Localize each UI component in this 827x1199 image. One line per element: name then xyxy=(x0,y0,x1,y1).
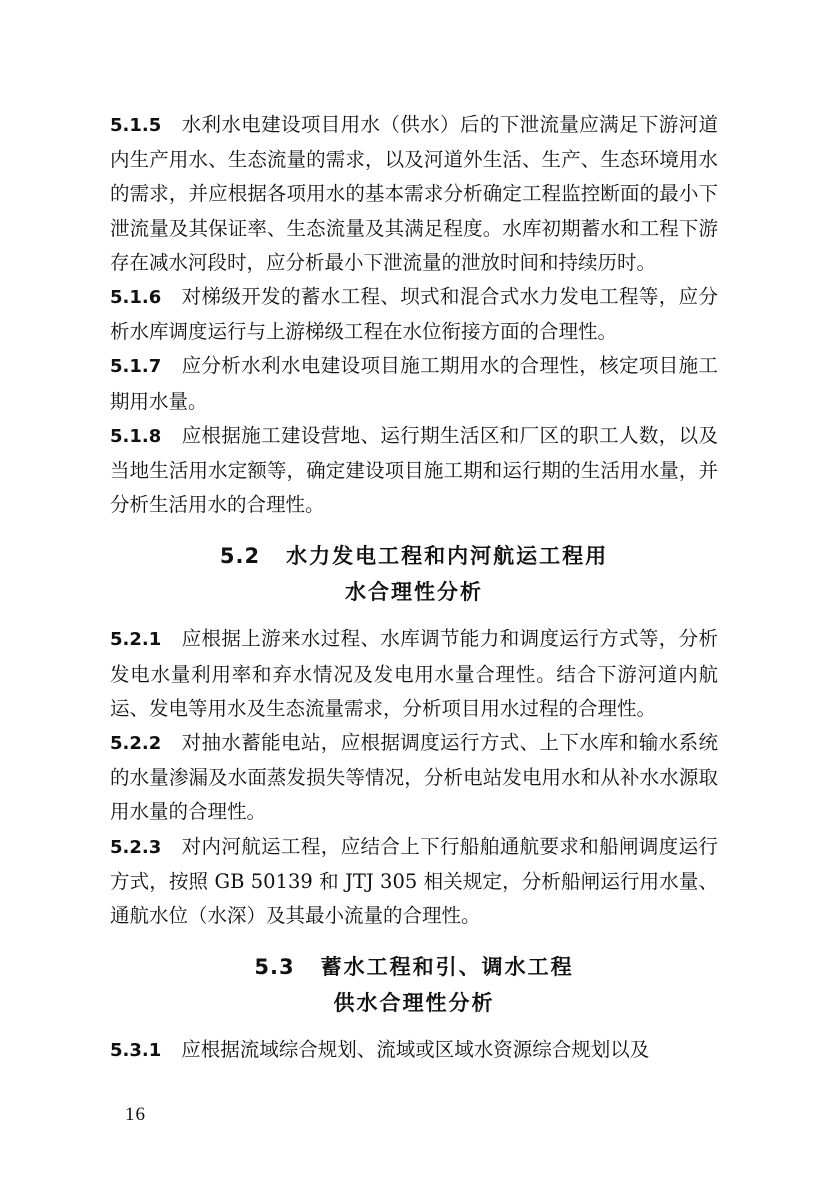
page-number: 16 xyxy=(125,1104,146,1125)
clause-text: 应分析水利水电建设项目施工期用水的合理性，核定项目施工期用水量。 xyxy=(110,354,718,413)
clause-number: 5.2.2 xyxy=(110,733,162,755)
section-heading-5-3-line2 xyxy=(110,985,718,1021)
section-title-line1: 蓄水工程和引、调水工程 xyxy=(320,955,574,980)
clause-5-1-6 xyxy=(110,280,718,349)
page-body xyxy=(110,108,718,1068)
clause-5-2-1 xyxy=(110,622,718,726)
section-number: 5.3 xyxy=(254,955,295,980)
clause-5-2-2 xyxy=(110,726,718,830)
clause-5-2-3 xyxy=(110,830,718,934)
section-heading-5-2 xyxy=(110,538,718,574)
section-title-line2: 水合理性分析 xyxy=(345,580,483,605)
clause-text: 对梯级开发的蓄水工程、坝式和混合式水力发电工程等，应分析水库调度运行与上游梯级工程在水位衔接方面的合理性。 xyxy=(110,285,718,344)
clause-5-1-8 xyxy=(110,419,718,523)
clause-number: 5.2.1 xyxy=(110,629,162,651)
clause-text: 对抽水蓄能电站，应根据调度运行方式、上下水库和输水系统的水量渗漏及水面蒸发损失等情况，分析电站发电用水和从补水水源取用水量的合理性。 xyxy=(110,731,718,824)
clause-5-1-5 xyxy=(110,108,718,280)
clause-text: 应根据流域综合规划、流域或区域水资源综合规划以及 xyxy=(181,1038,650,1062)
clause-number: 5.1.5 xyxy=(110,115,162,136)
clause-number: 5.1.7 xyxy=(110,356,162,378)
section-title-line2: 供水合理性分析 xyxy=(333,991,495,1016)
clause-number: 5.3.1 xyxy=(110,1040,162,1062)
section-title-line1: 水力发电工程和内河航运工程用 xyxy=(286,544,609,569)
clause-text: 应根据施工建设营地、运行期生活区和厂区的职工人数，以及当地生活用水定额等，确定建设项目施工期和运行期的生活用水量，并分析生活用水的合理性。 xyxy=(110,423,718,517)
clause-text: 对内河航运工程，应结合上下行船舶通航要求和船闸调度运行方式，按照 GB 50139 和 JTJ 305 相关规定，分析船闸运行用水量、通航水位（水深）及其最小流量的合理性。 xyxy=(110,834,718,928)
section-number: 5.2 xyxy=(219,544,261,569)
clause-text: 水利水电建设项目用水（供水）后的下泄流量应满足下游河道内生产用水、生态流量的需求，以及河道外生活、生产、生态环境用水的需求，并应根据各项用水的基本需求分析确定工程监控断面的最小下泄流量及其保证率、生态流量及其满足程度。水库初期蓄水和工程下游存在减水河段时，应分析最小下泄流量的泄放时间和持续历时。 xyxy=(110,113,718,274)
clause-number: 5.1.8 xyxy=(110,425,162,447)
clause-number: 5.1.6 xyxy=(110,287,162,309)
section-heading-5-3 xyxy=(110,949,718,985)
clause-5-1-7 xyxy=(110,349,718,418)
section-heading-5-2-line2 xyxy=(110,574,718,610)
clause-number: 5.2.3 xyxy=(110,836,162,858)
clause-text: 应根据上游来水过程、水库调节能力和调度运行方式等，分析发电水量利用率和弃水情况及发电用水量合理性。结合下游河道内航运、发电等用水及生态流量需求，分析项目用水过程的合理性。 xyxy=(110,627,718,720)
clause-5-3-1 xyxy=(110,1033,718,1068)
